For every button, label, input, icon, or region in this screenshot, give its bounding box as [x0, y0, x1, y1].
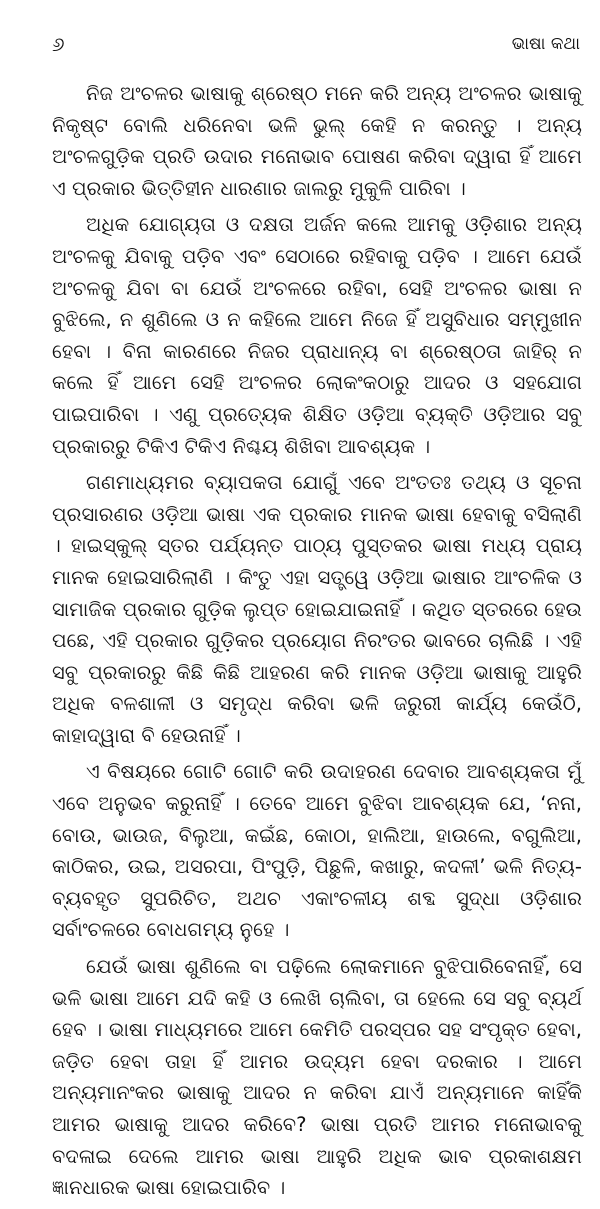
body-text — [52, 78, 582, 1209]
page-number: ୬ — [52, 32, 65, 56]
paragraph: ଯେଉଁ ଭାଷା ଶୁଣିଲେ ବା ପଢ଼ିଲେ ଲୋକମାନେ ବୁଝିପାରିବେନାହିଁ, ସେ ଭଳି ଭାଷା ଆମେ ଯଦି କହି ଓ ଲେଖି ଚାଲିବା, ତା ହେଲେ ସେ ସବୁ ବ୍ୟର୍ଥ ହେବ । ଭାଷା ମାଧ୍ୟମରେ ଆମେ କେମିତି ପରସ୍ପର ସହ ସଂପୃକ୍ତ ହେବା, ଜଡ଼ିତ ହେବା ତାହା ହିଁ ଆମର ଉଦ୍ୟମ ହେବା ଦରକାର । ଆମେ ଅନ୍ୟମାନଂକର ଭାଷାକୁ ଆଦର ନ କରିବା ଯାଏଁ ଅନ୍ୟମାନେ କାହିଁକି ଆମର ଭାଷାକୁ ଆଦର କରିବେ? ଭାଷା ପ୍ରତି ଆମର ମନୋଭାବକୁ ବଦଳାଇ ଦେଲେ ଆମର ଭାଷା ଆହୁରି ଅଧିକ ଭାବ ପ୍ରକାଶକ୍ଷମ ଜ୍ଞାନଧାରକ ଭାଷା ହୋଇପାରିବ । — [52, 955, 582, 1200]
running-head: ଭାଷା କଥା — [511, 34, 580, 54]
paragraph: ନିଜ ଅଂଚଳର ଭାଷାକୁ ଶ୍ରେଷ୍ଠ ମନେ କରି ଅନ୍ୟ ଅଂଚଳର ଭାଷାକୁ ନିକୃଷ୍ଟ ବୋଲି ଧରିନେବା ଭଳି ଭୁଲ୍ କେହି ନ କରନ୍ତୁ । ଅନ୍ୟ ଅଂଚଳଗୁଡ଼ିକ ପ୍ରତି ଉଦାର ମନୋଭାବ ପୋଷଣ କରିବା ଦ୍ୱାରା ହିଁ ଆମେ ଏ ପ୍ରକାର ଭିତ୍ତିହୀନ ଧାରଣାର ଜାଲରୁ ମୁକୁଳି ପାରିବା । — [52, 82, 582, 200]
paragraph: ଗଣମାଧ୍ୟମର ବ୍ୟାପକତା ଯୋଗୁଁ ଏବେ ଅଂତତଃ ତଥ୍ୟ ଓ ସୂଚନା ପ୍ରସାରଣର ଓଡ଼ିଆ ଭାଷା ଏକ ପ୍ରକାର ମାନକ ଭାଷା ହେବାକୁ ବସିଲାଣି । ହାଇସ୍କୁଲ୍ ସ୍ତର ପର୍ଯ୍ୟନ୍ତ ପାଠ୍ୟ ପୁସ୍ତକର ଭାଷା ମଧ୍ୟ ପ୍ରାୟ ମାନକ ହୋଇସାରିଲାଣି । କିଂତୁ ଏହା ସତ୍ତ୍ୱେ ଓଡ଼ିଆ ଭାଷାର ଆଂଚଳିକ ଓ ସାମାଜିକ ପ୍ରକାର ଗୁଡ଼ିକ ଲୁପ୍ତ ହୋଇଯାଇନାହିଁ । କଥିତ ସ୍ତରରେ ହେଉ ପଛେ, ଏହି ପ୍ରକାର ଗୁଡ଼ିକର ପ୍ରୟୋଗ ନିରଂତର ଭାବରେ ଚାଲିଛି । ଏହି ସବୁ ପ୍ରକାରରୁ କିଛି କିଛି ଆହରଣ କରି ମାନକ ଓଡ଼ିଆ ଭାଷାକୁ ଆହୁରି ଅଧିକ ବଳଶାଳୀ ଓ ସମୃଦ୍ଧ କରିବା ଭଳି ଜରୁରୀ କାର୍ଯ୍ୟ କେଉଁଠି, କାହାଦ୍ୱାରା ବି ହେଉନାହିଁ । — [52, 471, 582, 747]
paragraph: ଅଧିକ ଯୋଗ୍ୟତା ଓ ଦକ୍ଷତା ଅର୍ଜନ କଲେ ଆମକୁ ଓଡ଼ିଶାର ଅନ୍ୟ ଅଂଚଳକୁ ଯିବାକୁ ପଡ଼ିବ ଏବଂ ସେଠାରେ ରହିବାକୁ ପଡ଼ିବ । ଆମେ ଯେଉଁ ଅଂଚଳକୁ ଯିବା ବା ଯେଉଁ ଅଂଚଳରେ ରହିବା, ସେହି ଅଂଚଳର ଭାଷା ନ ବୁଝିଲେ, ନ ଶୁଣିଲେ ଓ ନ କହିଲେ ଆମେ ନିଜେ ହିଁ ଅସୁବିଧାର ସମ୍ମୁଖୀନ ହେବା । ବିନା କାରଣରେ ନିଜର ପ୍ରାଧାନ୍ୟ ବା ଶ୍ରେଷ୍ଠତା ଜାହିର୍ ନ କଲେ ହିଁ ଆମେ ସେହି ଅଂଚଳର ଲୋକଂକଠାରୁ ଆଦର ଓ ସହଯୋଗ ପାଇପାରିବା । ଏଣୁ ପ୍ରତ୍ୟେକ ଶିକ୍ଷିତ ଓଡ଼ିଆ ବ୍ୟକ୍ତି ଓଡ଼ିଆର ସବୁ ପ୍ରକାରରୁ ଟିକିଏ ଟିକିଏ ନିଶ୍ଚୟ ଶିଖିବା ଆବଶ୍ୟକ । — [52, 213, 582, 458]
paragraph: ଏ ବିଷୟରେ ଗୋଟି ଗୋଟି କରି ଉଦାହରଣ ଦେବାର ଆବଶ୍ୟକତା ମୁଁ ଏବେ ଅନୁଭବ କରୁନାହିଁ । ତେବେ ଆମେ ବୁଝିବା ଆବଶ୍ୟକ ଯେ, ‘ନନା, ବୋଉ, ଭାଉଜ, ବିଲୁଆ, କଇଁଛ, କୋଠା, ହାଲିଆ, ହାଉଲେ, ବଗୁଲିଆ, କାଠିକର, ଉଇ, ଅସରପା, ପିଂପୁଡ଼ି, ପିଛୁଳି, କଖାରୁ, କଦଳୀ’ ଭଳି ନିତ୍ୟ-ବ୍ୟବହୃତ ସୁପରିଚିତ, ଅଥଚ ଏକାଂଚଳୀୟ ଶବ୍ଦ ସୁଦ୍ଧା ଓଡ଼ିଶାର ସର୍ବାଂଚଳରେ ବୋଧଗମ୍ୟ ନୁହେ । — [52, 760, 582, 942]
